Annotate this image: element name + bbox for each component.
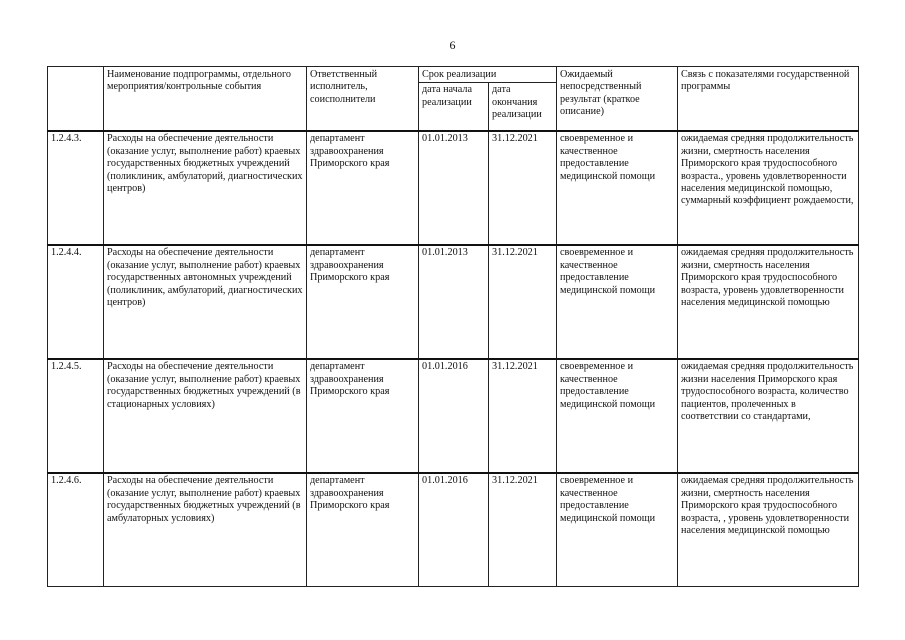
row-number: 1.2.4.5.: [48, 359, 104, 473]
row-start: 01.01.2013: [419, 245, 489, 359]
table-row: [48, 359, 859, 473]
row-responsible: департамент здравоохранения Приморского края: [307, 245, 419, 359]
row-start: 01.01.2013: [419, 131, 489, 245]
row-end: 31.12.2021: [489, 473, 557, 587]
row-link: ожидаемая средняя продолжительность жизни, смертность населения Приморского края трудоспособного возраста, уровень удовлетворенности населения медицинской помощью: [678, 245, 859, 359]
row-link: ожидаемая средняя продолжительность жизни населения Приморского края трудоспособного возраста, количество пациентов, пролеченных в соответствии со стандартами,: [678, 359, 859, 473]
row-result: своевременное и качественное предоставление медицинской помощи: [557, 245, 678, 359]
header-responsible: Ответственный исполнитель, соисполнители: [307, 67, 419, 132]
header-link: Связь с показателями государственной программы: [678, 67, 859, 132]
row-number: 1.2.4.3.: [48, 131, 104, 245]
header-row: [48, 67, 859, 83]
program-table: [47, 66, 859, 587]
header-start: дата начала реализации: [419, 83, 489, 132]
row-responsible: департамент здравоохранения Приморского края: [307, 473, 419, 587]
row-result: своевременное и качественное предоставление медицинской помощи: [557, 131, 678, 245]
row-result: своевременное и качественное предоставление медицинской помощи: [557, 359, 678, 473]
header-end: дата окончания реализации: [489, 83, 557, 132]
header-name: Наименование подпрограммы, отдельного мероприятия/контрольные события: [104, 67, 307, 132]
header-period: Срок реализации: [419, 67, 557, 83]
table-row: [48, 131, 859, 245]
row-end: 31.12.2021: [489, 131, 557, 245]
row-responsible: департамент здравоохранения Приморского края: [307, 131, 419, 245]
row-link: ожидаемая средняя продолжительность жизни, смертность населения Приморского края трудоспособного возраста., уровень удовлетворенности населения медицинской помощью, суммарный коэффициент рождаемости,: [678, 131, 859, 245]
row-name: Расходы на обеспечение деятельности (оказание услуг, выполнение работ) краевых государственных бюджетных учреждений (в амбулаторных условиях): [104, 473, 307, 587]
row-start: 01.01.2016: [419, 359, 489, 473]
row-end: 31.12.2021: [489, 245, 557, 359]
row-name: Расходы на обеспечение деятельности (оказание услуг, выполнение работ) краевых государственных автономных учреждений (поликлиник, амбулаторий, диагностических центров): [104, 245, 307, 359]
row-responsible: департамент здравоохранения Приморского края: [307, 359, 419, 473]
row-link: ожидаемая средняя продолжительность жизни, смертность населения Приморского края трудоспособного возраста, , уровень удовлетворенности населения медицинской помощью: [678, 473, 859, 587]
row-result: своевременное и качественное предоставление медицинской помощи: [557, 473, 678, 587]
row-start: 01.01.2016: [419, 473, 489, 587]
row-number: 1.2.4.6.: [48, 473, 104, 587]
page-number: 6: [449, 38, 456, 52]
row-number: 1.2.4.4.: [48, 245, 104, 359]
row-name: Расходы на обеспечение деятельности (оказание услуг, выполнение работ) краевых государственных бюджетных учреждений (поликлиник, амбулаторий, диагностических центров): [104, 131, 307, 245]
row-end: 31.12.2021: [489, 359, 557, 473]
header-num-cell: [48, 67, 104, 132]
row-name: Расходы на обеспечение деятельности (оказание услуг, выполнение работ) краевых государственных бюджетных учреждений (в стационарных условиях): [104, 359, 307, 473]
table-row: [48, 473, 859, 587]
table-row: [48, 245, 859, 359]
header-result: Ожидаемый непосредственный результат (краткое описание): [557, 67, 678, 132]
